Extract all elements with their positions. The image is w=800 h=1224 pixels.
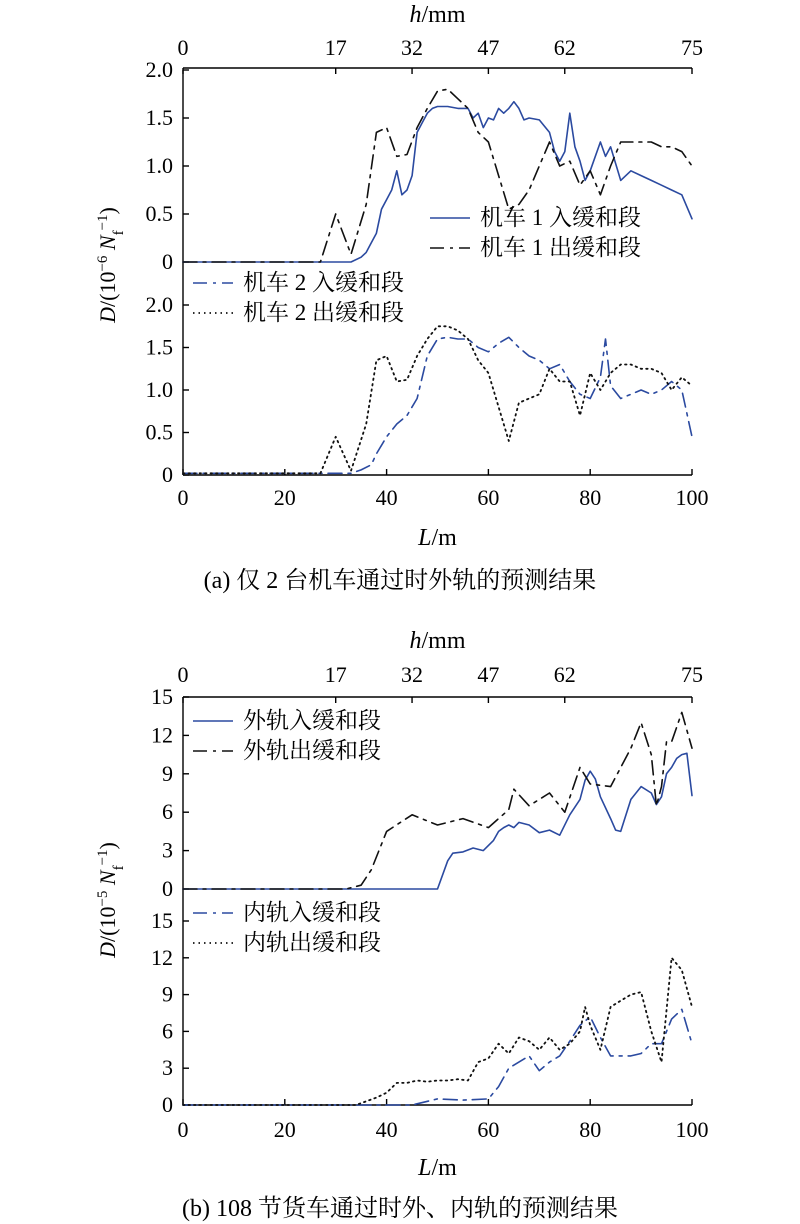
y-tick-label: 6 (162, 799, 173, 825)
top-tick-label: 32 (401, 35, 424, 60)
x-tick-label: 80 (579, 1117, 602, 1142)
x-axis-title (417, 1155, 457, 1181)
y-axis-title-part: /(10 (95, 906, 120, 943)
panel-a-upper-legend-label-1: 机车 1 入缓和段 (480, 205, 641, 230)
y-axis-title (95, 842, 127, 959)
y-axis-title-part: f (111, 865, 127, 871)
y-tick-label: 3 (162, 837, 173, 863)
y-axis-title-part: ) (95, 842, 120, 850)
top-tick-label: 17 (324, 35, 347, 60)
x-tick-label: 60 (477, 1117, 500, 1142)
y-tick-label: 1.0 (145, 153, 173, 178)
x-tick-label: 100 (675, 485, 709, 510)
x-tick-label: 40 (375, 485, 398, 510)
top-tick-label: 75 (681, 35, 703, 60)
top-tick-label: 47 (477, 662, 500, 687)
y-axis-title-part: −6 (95, 255, 111, 272)
x-axis-title-unit: /m (431, 1155, 457, 1181)
panel-b-lower-series-1-line (183, 1009, 692, 1105)
y-axis-title-part: D (95, 942, 120, 958)
top-tick-label: 0 (177, 662, 189, 687)
y-tick-label: 12 (151, 944, 173, 970)
panel-b (95, 628, 709, 1181)
y-tick-label: 2.0 (145, 292, 173, 317)
caption-b: (b) 108 节货车通过时外、内轨的预测结果 (182, 1196, 618, 1222)
x-tick-label: 80 (579, 485, 602, 510)
x-tick-label: 60 (477, 485, 500, 510)
panel-a-lower-legend-label-1: 机车 2 入缓和段 (243, 270, 404, 295)
y-tick-label: 9 (162, 981, 173, 1007)
y-axis-title-part: −5 (95, 890, 111, 907)
y-tick-label: 12 (151, 722, 173, 748)
y-tick-label: 15 (151, 908, 173, 933)
y-tick-label: 3 (162, 1055, 173, 1081)
panel-a-lower-series-1-line (183, 337, 692, 473)
y-axis-title-part: −1 (95, 214, 111, 231)
panel-b-upper-series-1-line (183, 753, 692, 889)
y-tick-label: 6 (162, 1018, 173, 1044)
x-tick-label: 0 (177, 485, 189, 510)
y-axis-title-part: f (111, 230, 127, 236)
y-tick-label: 0 (162, 876, 173, 901)
y-tick-label: 1.5 (145, 334, 173, 360)
panel-b-upper-legend-label-1: 外轨入缓和段 (243, 708, 381, 733)
top-tick-label: 32 (401, 662, 424, 687)
panel-b-lower-series-2-line (183, 958, 692, 1105)
x-axis-title-var: L (418, 1155, 432, 1181)
y-axis-title-part: /(10 (95, 271, 120, 308)
top-axis-title-unit: /mm (421, 628, 466, 654)
y-tick-label: 0.5 (145, 201, 173, 226)
panel-a-upper-legend-label-2: 机车 1 出缓和段 (480, 235, 641, 260)
y-axis-title-part: N (95, 870, 120, 891)
y-tick-label: 15 (151, 684, 173, 709)
panel-b-lower-legend-label-1: 内轨入缓和段 (243, 900, 381, 925)
top-axis-title-var: h (409, 628, 422, 654)
y-tick-label: 1.0 (145, 377, 173, 402)
panel-a-lower-legend-label-2: 机车 2 出缓和段 (243, 300, 404, 325)
y-axis-title-part: −1 (95, 849, 111, 866)
top-tick-label: 62 (553, 662, 576, 687)
y-tick-label: 0 (162, 462, 173, 487)
y-tick-label: 0 (162, 249, 173, 274)
panel-a-lower-series-2-line (183, 326, 692, 473)
top-tick-label: 47 (477, 35, 500, 60)
x-tick-label: 40 (375, 1117, 398, 1142)
x-tick-label: 0 (177, 1117, 189, 1142)
panel-b-lower-legend-label-2: 内轨出缓和段 (243, 930, 381, 955)
x-tick-label: 20 (273, 1117, 296, 1142)
y-tick-label: 9 (162, 760, 173, 786)
y-tick-label: 0.5 (145, 419, 173, 445)
panel-b-upper-legend-label-2: 外轨出缓和段 (243, 738, 381, 763)
y-tick-label: 0 (162, 1092, 173, 1117)
y-axis-title (95, 207, 127, 324)
y-axis-title-part: ) (95, 207, 120, 215)
x-axis-title-var: L (418, 525, 432, 551)
x-axis-title-unit: /m (431, 525, 457, 551)
top-axis-title-var: h (409, 2, 422, 28)
top-axis-title (409, 2, 465, 28)
top-tick-label: 17 (324, 662, 347, 687)
top-axis-title (409, 628, 465, 654)
y-axis-title-part: N (95, 235, 120, 256)
y-tick-label: 1.5 (145, 105, 173, 130)
top-tick-label: 62 (553, 35, 576, 60)
top-axis-title-unit: /mm (421, 2, 466, 28)
x-axis-title (417, 525, 457, 551)
x-tick-label: 20 (273, 485, 296, 510)
y-tick-label: 2.0 (145, 57, 173, 82)
top-tick-label: 75 (681, 662, 703, 687)
panel-a (95, 2, 709, 551)
y-axis-title-part: D (95, 307, 120, 323)
caption-a: (a) 仅 2 台机车通过时外轨的预测结果 (203, 568, 597, 594)
top-tick-label: 0 (177, 35, 189, 60)
x-tick-label: 100 (675, 1117, 709, 1142)
